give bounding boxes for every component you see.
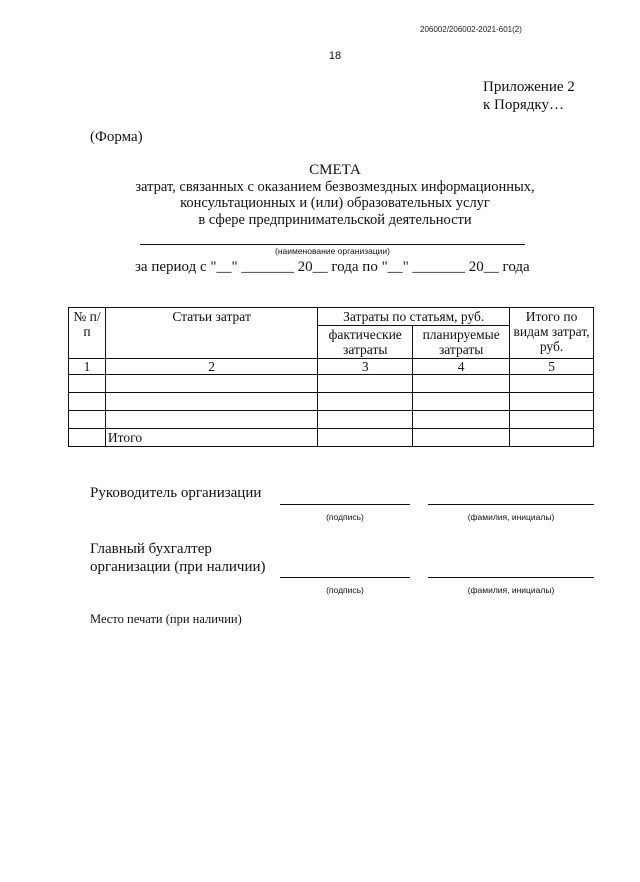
head-name-line bbox=[428, 504, 594, 505]
chief-name-line bbox=[428, 577, 594, 578]
header-costs-group: Затраты по статьям, руб. bbox=[318, 308, 510, 326]
head-signature-caption: (подпись) bbox=[326, 512, 364, 522]
document-id: 206002/206002-2021-601(2) bbox=[420, 25, 522, 34]
chief-name-caption: (фамилия, инициалы) bbox=[467, 585, 555, 595]
column-number: 4 bbox=[413, 359, 510, 375]
page-number: 18 bbox=[328, 50, 342, 62]
chief-accountant-label-line-2: организации (при наличии) bbox=[90, 559, 266, 575]
title-line-2: затрат, связанных с оказанием безвозмездных информационных, bbox=[135, 178, 535, 195]
head-signature-label: Руководитель организации bbox=[90, 485, 262, 501]
table-row bbox=[69, 375, 594, 393]
column-number-row bbox=[69, 359, 594, 375]
head-signature-line bbox=[280, 504, 410, 505]
document-title bbox=[90, 162, 580, 228]
chief-signature-line bbox=[280, 577, 410, 578]
column-number: 3 bbox=[318, 359, 413, 375]
appendix-line-2: к Порядку… bbox=[483, 97, 564, 113]
total-label: Итого bbox=[105, 429, 317, 447]
column-number: 2 bbox=[105, 359, 317, 375]
appendix-reference bbox=[483, 78, 575, 114]
title-line-3: консультационных и (или) образовательных услуг bbox=[180, 195, 490, 211]
column-number: 5 bbox=[510, 359, 594, 375]
appendix-line-1: Приложение 2 bbox=[483, 79, 575, 95]
header-cost-items: Статьи затрат bbox=[105, 308, 317, 359]
stamp-place-label: Место печати (при наличии) bbox=[90, 612, 242, 626]
table-total-row bbox=[69, 429, 594, 447]
chief-accountant-label-line-1: Главный бухгалтер bbox=[90, 541, 212, 557]
chief-signature-caption: (подпись) bbox=[326, 585, 364, 595]
header-planned: планируемые затраты bbox=[413, 326, 510, 359]
table-header-row bbox=[69, 308, 594, 326]
period-line: за период с "__" _______ 20__ года по "__" _______ 20__ года bbox=[135, 259, 530, 275]
table-row bbox=[69, 411, 594, 429]
header-no: № п/п bbox=[69, 308, 106, 359]
organization-name-caption: (наименование организации) bbox=[274, 246, 391, 256]
header-total: Итого по видам затрат, руб. bbox=[510, 308, 594, 359]
cost-table bbox=[68, 307, 594, 447]
title-line-1: СМЕТА bbox=[309, 162, 361, 178]
organization-name-line bbox=[140, 244, 525, 245]
chief-accountant-label bbox=[90, 540, 266, 576]
column-number: 1 bbox=[69, 359, 106, 375]
head-name-caption: (фамилия, инициалы) bbox=[467, 512, 555, 522]
table-row bbox=[69, 393, 594, 411]
header-actual: фактические затраты bbox=[318, 326, 413, 359]
form-label: (Форма) bbox=[90, 129, 143, 145]
title-line-4: в сфере предпринимательской деятельности bbox=[198, 211, 472, 228]
